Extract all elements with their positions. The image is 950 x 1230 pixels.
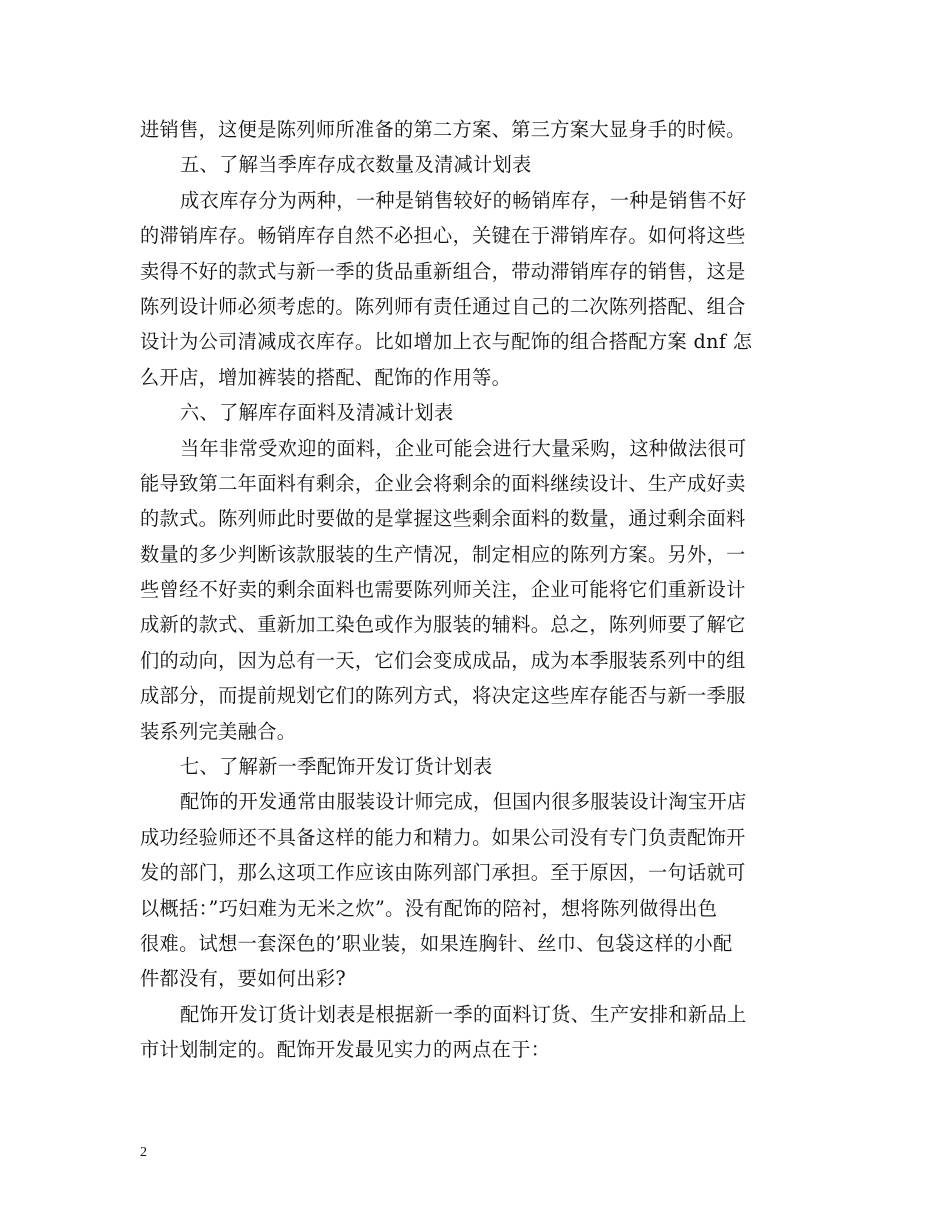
- text-line: 配饰开发订货计划表是根据新一季的面料订货、生产安排和新品上: [180, 1002, 747, 1026]
- text-line: 市计划制定的。配饰开发最见实力的两点在于：: [140, 1038, 551, 1062]
- text-line: 发的部门，那么这项工作应该由陈列部门承担。至于原因，一句话就可: [140, 861, 746, 885]
- text-line: 成新的款式、重新加工染色或作为服装的辅料。总之，陈列师要了解它: [140, 613, 746, 637]
- page-number: 2: [140, 1145, 147, 1160]
- text-line: 设计为公司清减成衣库存。比如增加上衣与配饰的组合搭配方案 dnf 怎: [140, 330, 753, 354]
- text-line: 进销售，这便是陈列师所准备的第二方案、第三方案大显身手的时候。: [140, 118, 746, 141]
- text-line: 成衣库存分为两种，一种是销售较好的畅销库存，一种是销售不好: [180, 188, 747, 212]
- text-line: 配饰的开发通常由服装设计师完成，但国内很多服装设计淘宝开店: [180, 790, 747, 814]
- text-line: 很难。试想一套深色的’职业装，如果连胸针、丝巾、包袋这样的小配: [140, 931, 733, 955]
- text-line: 装系列完美融合。: [140, 719, 297, 743]
- text-line: 卖得不好的款式与新一季的货品重新组合，带动滞销库存的销售，这是: [140, 259, 746, 283]
- text-line: 能导致第二年面料有剩余，企业会将剩余的面料继续设计、生产成好卖: [140, 471, 746, 495]
- text-line: 当年非常受欢迎的面料，企业可能会进行大量采购，这种做法很可: [180, 436, 747, 460]
- section-heading-7: 七、了解新一季配饰开发订货计划表: [180, 755, 493, 779]
- text-line: 们的动向，因为总有一天，它们会变成成品，成为本季服装系列中的组: [140, 648, 746, 672]
- document-body: [140, 112, 816, 1068]
- text-line: 数量的多少判断该款服装的生产情况，制定相应的陈列方案。另外，一: [140, 542, 746, 566]
- text-line: 件都没有，要如何出彩?: [140, 967, 347, 991]
- text-line: 的款式。陈列师此时要做的是掌握这些剩余面料的数量，通过剩余面料: [140, 507, 746, 531]
- text-line: 么开店，增加裤装的搭配、配饰的作用等。: [140, 365, 512, 389]
- text-line: 以概括：”巧妇难为无米之炊”。没有配饰的陪衬，想将陈列做得出色: [140, 896, 718, 920]
- section-heading-5: 五、了解当季库存成衣数量及清减计划表: [180, 153, 532, 177]
- text-line: 些曾经不好卖的剩余面料也需要陈列师关注，企业可能将它们重新设计: [140, 578, 746, 602]
- text-line: 陈列设计师必须考虑的。陈列师有责任通过自己的二次陈列搭配、组合: [140, 294, 746, 318]
- text-line: 的滞销库存。畅销库存自然不必担心，关键在于滞销库存。如何将这些: [140, 224, 746, 248]
- text-line: 成部分，而提前规划它们的陈列方式，将决定这些库存能否与新一季服: [140, 684, 746, 708]
- section-heading-6: 六、了解库存面料及清减计划表: [180, 401, 454, 425]
- text-line: 成功经验师还不具备这样的能力和精力。如果公司没有专门负责配饰开: [140, 825, 746, 849]
